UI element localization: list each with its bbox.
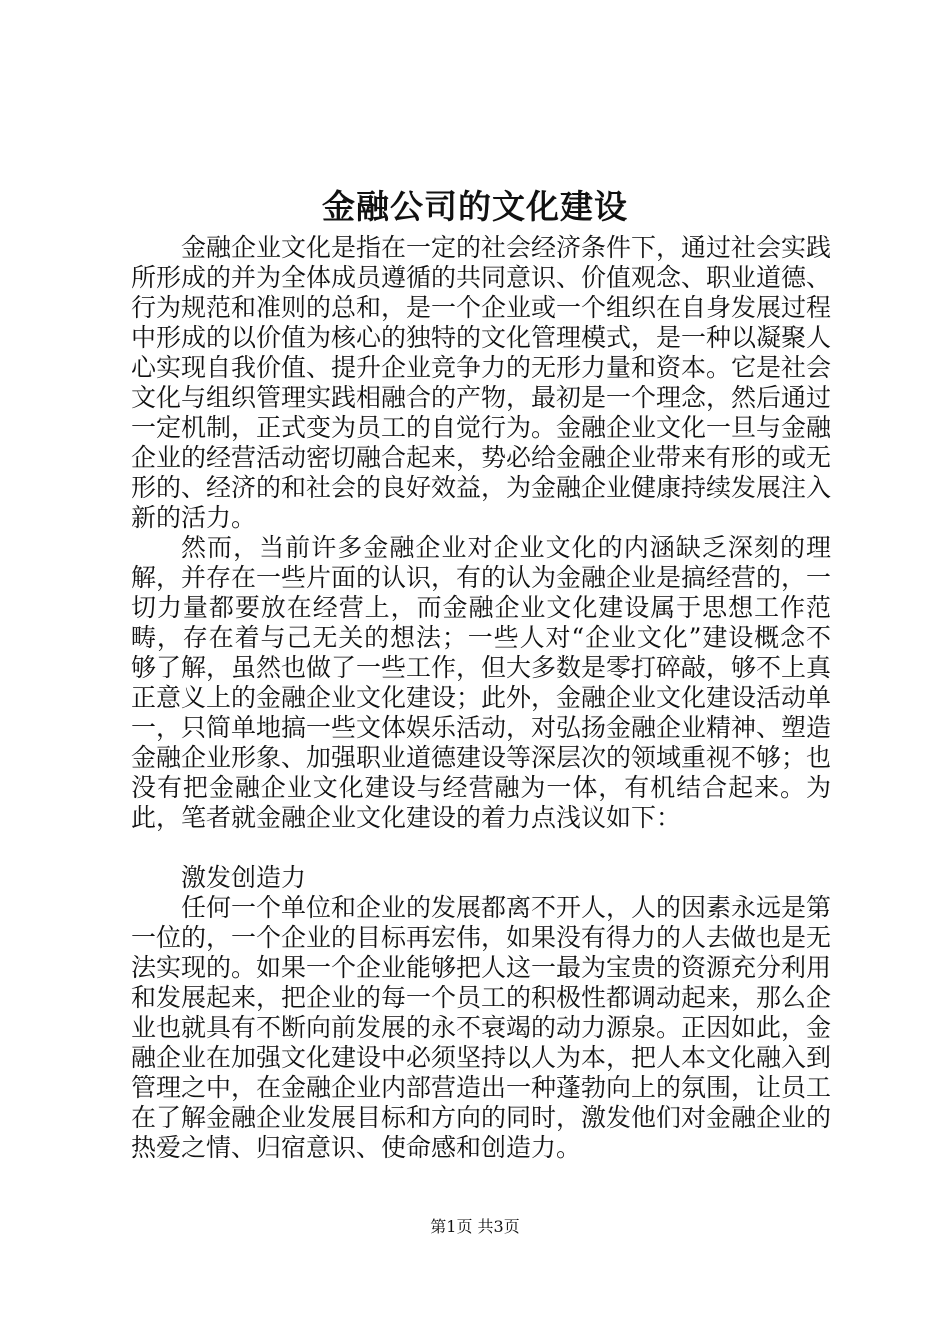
document-body	[131, 233, 831, 1163]
paragraph-spacer	[131, 833, 831, 863]
page-title: 金融公司的文化建设	[322, 187, 628, 226]
section-heading: 激发创造力	[181, 863, 307, 892]
paragraph-intro: 金融企业文化是指在一定的社会经济条件下，通过社会实践所形成的并为全体成员遵循的共同意识、价值观念、职业道德、行为规范和准则的总和，是一个企业或一个组织在自身发展过程中形成的以价值为核心的独特的文化管理模式，是一种以凝聚人心实现自我价值、提升企业竞争力的无形力量和资本。它是社会文化与组织管理实践相融合的产物，最初是一个理念，然后通过一定机制，正式变为员工的自觉行为。金融企业文化一旦与金融企业的经营活动密切融合起来，势必给金融企业带来有形的或无形的、经济的和社会的良好效益，为金融企业健康持续发展注入新的活力。	[131, 233, 832, 532]
page-footer: 第1页 共3页	[430, 1217, 520, 1236]
paragraph-section: 任何一个单位和企业的发展都离不开人，人的因素永远是第一位的，一个企业的目标再宏伟，如果没有得力的人去做也是无法实现的。如果一个企业能够把人这一最为宝贵的资源充分利用和发展起来，把企业的每一个员工的积极性都调动起来，那么企业也就具有不断向前发展的永不衰竭的动力源泉。正因如此，金融企业在加强文化建设中必须坚持以人为本，把人本文化融入到管理之中，在金融企业内部营造出一种蓬勃向上的氛围，让员工在了解金融企业发展目标和方向的同时，激发他们对金融企业的热爱之情、归宿意识、使命感和创造力。	[131, 893, 832, 1162]
paragraph-problems: 然而，当前许多金融企业对企业文化的内涵缺乏深刻的理解，并存在一些片面的认识，有的认为金融企业是搞经营的，一切力量都要放在经营上，而金融企业文化建设属于思想工作范畴，存在着与己无关的想法；一些人对“企业文化”建设概念不够了解，虽然也做了一些工作，但大多数是零打碎敲，够不上真正意义上的金融企业文化建设；此外，金融企业文化建设活动单一，只简单地搞一些文体娱乐活动，对弘扬金融企业精神、塑造金融企业形象、加强职业道德建设等深层次的领域重视不够；也没有把金融企业文化建设与经营融为一体，有机结合起来。为此，笔者就金融企业文化建设的着力点浅议如下：	[131, 533, 832, 832]
